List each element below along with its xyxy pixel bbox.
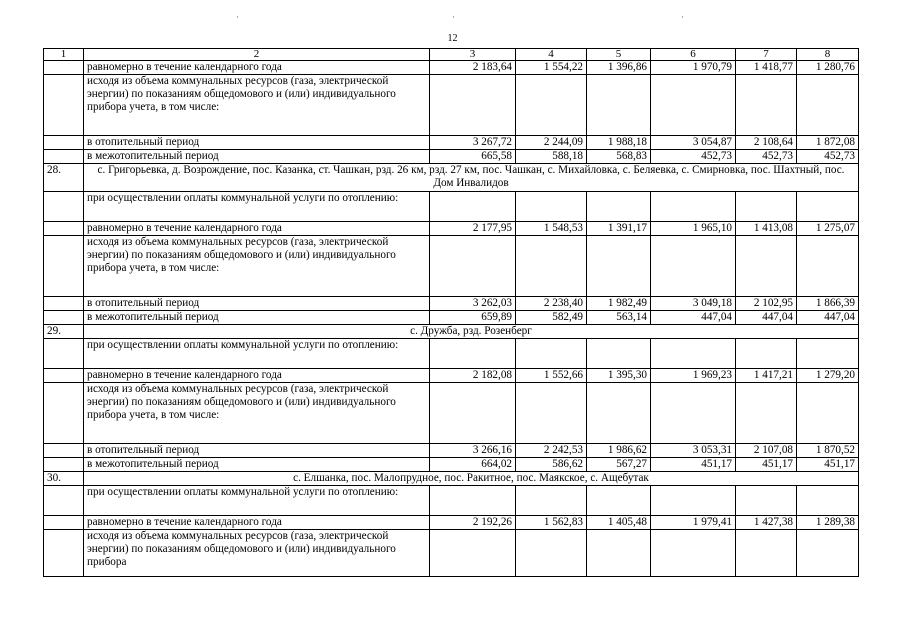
value-cell: 1 965,10 — [651, 222, 736, 236]
value-cell: 2 244,09 — [516, 136, 587, 150]
row-label: в межотопительный период — [84, 311, 430, 325]
table-row — [44, 458, 859, 472]
value-cell: 3 049,18 — [651, 297, 736, 311]
value-cell: 588,18 — [516, 150, 587, 164]
table-row — [44, 297, 859, 311]
section-number: 29. — [44, 325, 84, 339]
column-number: 4 — [516, 49, 587, 61]
table-row — [44, 339, 859, 369]
value-cell: 1 405,48 — [587, 516, 651, 530]
column-number-row — [44, 49, 859, 61]
value-cell: 3 262,03 — [430, 297, 516, 311]
value-cell: 1 554,22 — [516, 61, 587, 75]
value-cell: 586,62 — [516, 458, 587, 472]
row-label: равномерно в течение календарного года — [84, 222, 430, 236]
table-row — [44, 516, 859, 530]
tariff-table — [43, 48, 859, 577]
row-label: исходя из объема коммунальных ресурсов (газа, электрической энергии) по показаниям общедомового и (или) индивидуального прибора учета, в том числе: — [84, 383, 430, 444]
value-cell: 452,73 — [797, 150, 859, 164]
section-number: 30. — [44, 472, 84, 486]
value-cell: 664,02 — [430, 458, 516, 472]
value-cell: 2 192,26 — [430, 516, 516, 530]
column-number: 3 — [430, 49, 516, 61]
value-cell: 1 427,38 — [736, 516, 797, 530]
scan-dot: · — [452, 12, 455, 22]
table-row — [44, 136, 859, 150]
section-number: 28. — [44, 164, 84, 192]
column-number: 5 — [587, 49, 651, 61]
row-label: в межотопительный период — [84, 458, 430, 472]
value-cell: 2 107,08 — [736, 444, 797, 458]
value-cell: 2 108,64 — [736, 136, 797, 150]
value-cell: 447,04 — [736, 311, 797, 325]
value-cell: 1 280,76 — [797, 61, 859, 75]
value-cell: 1 872,08 — [797, 136, 859, 150]
value-cell: 3 053,31 — [651, 444, 736, 458]
value-cell: 1 413,08 — [736, 222, 797, 236]
value-cell: 1 418,77 — [736, 61, 797, 75]
row-label: исходя из объема коммунальных ресурсов (газа, электрической энергии) по показаниям общедомового и (или) индивидуального прибора учета, в том числе: — [84, 236, 430, 297]
row-label: исходя из объема коммунальных ресурсов (газа, электрической энергии) по показаниям общедомового и (или) индивидуального прибора учета, в том числе: — [84, 75, 430, 136]
value-cell: 659,89 — [430, 311, 516, 325]
value-cell: 2 182,08 — [430, 369, 516, 383]
value-cell: 582,49 — [516, 311, 587, 325]
table-row — [44, 311, 859, 325]
row-label: при осуществлении оплаты коммунальной услуги по отоплению: — [84, 339, 430, 369]
table-row — [44, 61, 859, 75]
value-cell: 452,73 — [736, 150, 797, 164]
value-cell: 1 982,49 — [587, 297, 651, 311]
column-number: 2 — [84, 49, 430, 61]
value-cell: 1 289,38 — [797, 516, 859, 530]
column-number: 8 — [797, 49, 859, 61]
value-cell: 1 979,41 — [651, 516, 736, 530]
table-row — [44, 383, 859, 444]
value-cell: 451,17 — [736, 458, 797, 472]
value-cell: 2 102,95 — [736, 297, 797, 311]
value-cell: 1 970,79 — [651, 61, 736, 75]
table-row — [44, 192, 859, 222]
column-number: 6 — [651, 49, 736, 61]
value-cell: 1 279,20 — [797, 369, 859, 383]
value-cell: 567,27 — [587, 458, 651, 472]
value-cell: 1 396,86 — [587, 61, 651, 75]
value-cell: 1 988,18 — [587, 136, 651, 150]
section-header-row — [44, 325, 859, 339]
value-cell: 451,17 — [797, 458, 859, 472]
value-cell: 1 548,53 — [516, 222, 587, 236]
value-cell: 447,04 — [651, 311, 736, 325]
column-number: 7 — [736, 49, 797, 61]
row-label: в межотопительный период — [84, 150, 430, 164]
value-cell: 1 870,52 — [797, 444, 859, 458]
row-label: в отопительный период — [84, 444, 430, 458]
row-label: в отопительный период — [84, 136, 430, 150]
table-row — [44, 222, 859, 236]
value-cell: 451,17 — [651, 458, 736, 472]
table-row — [44, 444, 859, 458]
section-header-row — [44, 164, 859, 192]
value-cell: 1 866,39 — [797, 297, 859, 311]
value-cell: 1 562,83 — [516, 516, 587, 530]
row-label: в отопительный период — [84, 297, 430, 311]
value-cell: 2 238,40 — [516, 297, 587, 311]
value-cell: 3 054,87 — [651, 136, 736, 150]
value-cell: 1 395,30 — [587, 369, 651, 383]
row-label: исходя из объема коммунальных ресурсов (газа, электрической энергии) по показаниям общедомового и (или) индивидуального прибора — [84, 530, 430, 577]
value-cell: 447,04 — [797, 311, 859, 325]
page-number: 12 — [447, 33, 458, 44]
value-cell: 1 391,17 — [587, 222, 651, 236]
row-label: равномерно в течение календарного года — [84, 369, 430, 383]
value-cell: 1 552,66 — [516, 369, 587, 383]
value-cell: 563,14 — [587, 311, 651, 325]
value-cell: 3 266,16 — [430, 444, 516, 458]
row-label: равномерно в течение календарного года — [84, 61, 430, 75]
table-row — [44, 486, 859, 516]
value-cell: 2 177,95 — [430, 222, 516, 236]
value-cell: 3 267,72 — [430, 136, 516, 150]
section-location: с. Григорьевка, д. Возрождение, пос. Казанка, ст. Чашкан, рзд. 26 км, рзд. 27 км, пос. Чашкан, с. Михайловка, с. Беляевка, с. Смирновка, пос. Шахтный, пос. Дом Инвалидов — [84, 164, 859, 192]
column-number: 1 — [44, 49, 84, 61]
section-location: с. Елшанка, пос. Малопрудное, пос. Ракитное, пос. Маякское, с. Ащебутак — [84, 472, 859, 486]
value-cell: 1 275,07 — [797, 222, 859, 236]
section-location: с. Дружба, рзд. Розенберг — [84, 325, 859, 339]
value-cell: 665,58 — [430, 150, 516, 164]
value-cell: 2 183,64 — [430, 61, 516, 75]
value-cell: 1 417,21 — [736, 369, 797, 383]
scan-dot: · — [681, 12, 684, 22]
table-row — [44, 150, 859, 164]
table-row — [44, 236, 859, 297]
section-header-row — [44, 472, 859, 486]
value-cell: 2 242,53 — [516, 444, 587, 458]
scan-dot: · — [236, 12, 239, 22]
table-row — [44, 530, 859, 577]
value-cell: 452,73 — [651, 150, 736, 164]
row-label: равномерно в течение календарного года — [84, 516, 430, 530]
table-row — [44, 75, 859, 136]
value-cell: 1 986,62 — [587, 444, 651, 458]
row-label: при осуществлении оплаты коммунальной услуги по отоплению: — [84, 486, 430, 516]
value-cell: 568,83 — [587, 150, 651, 164]
table-row — [44, 369, 859, 383]
row-label: при осуществлении оплаты коммунальной услуги по отоплению: — [84, 192, 430, 222]
value-cell: 1 969,23 — [651, 369, 736, 383]
